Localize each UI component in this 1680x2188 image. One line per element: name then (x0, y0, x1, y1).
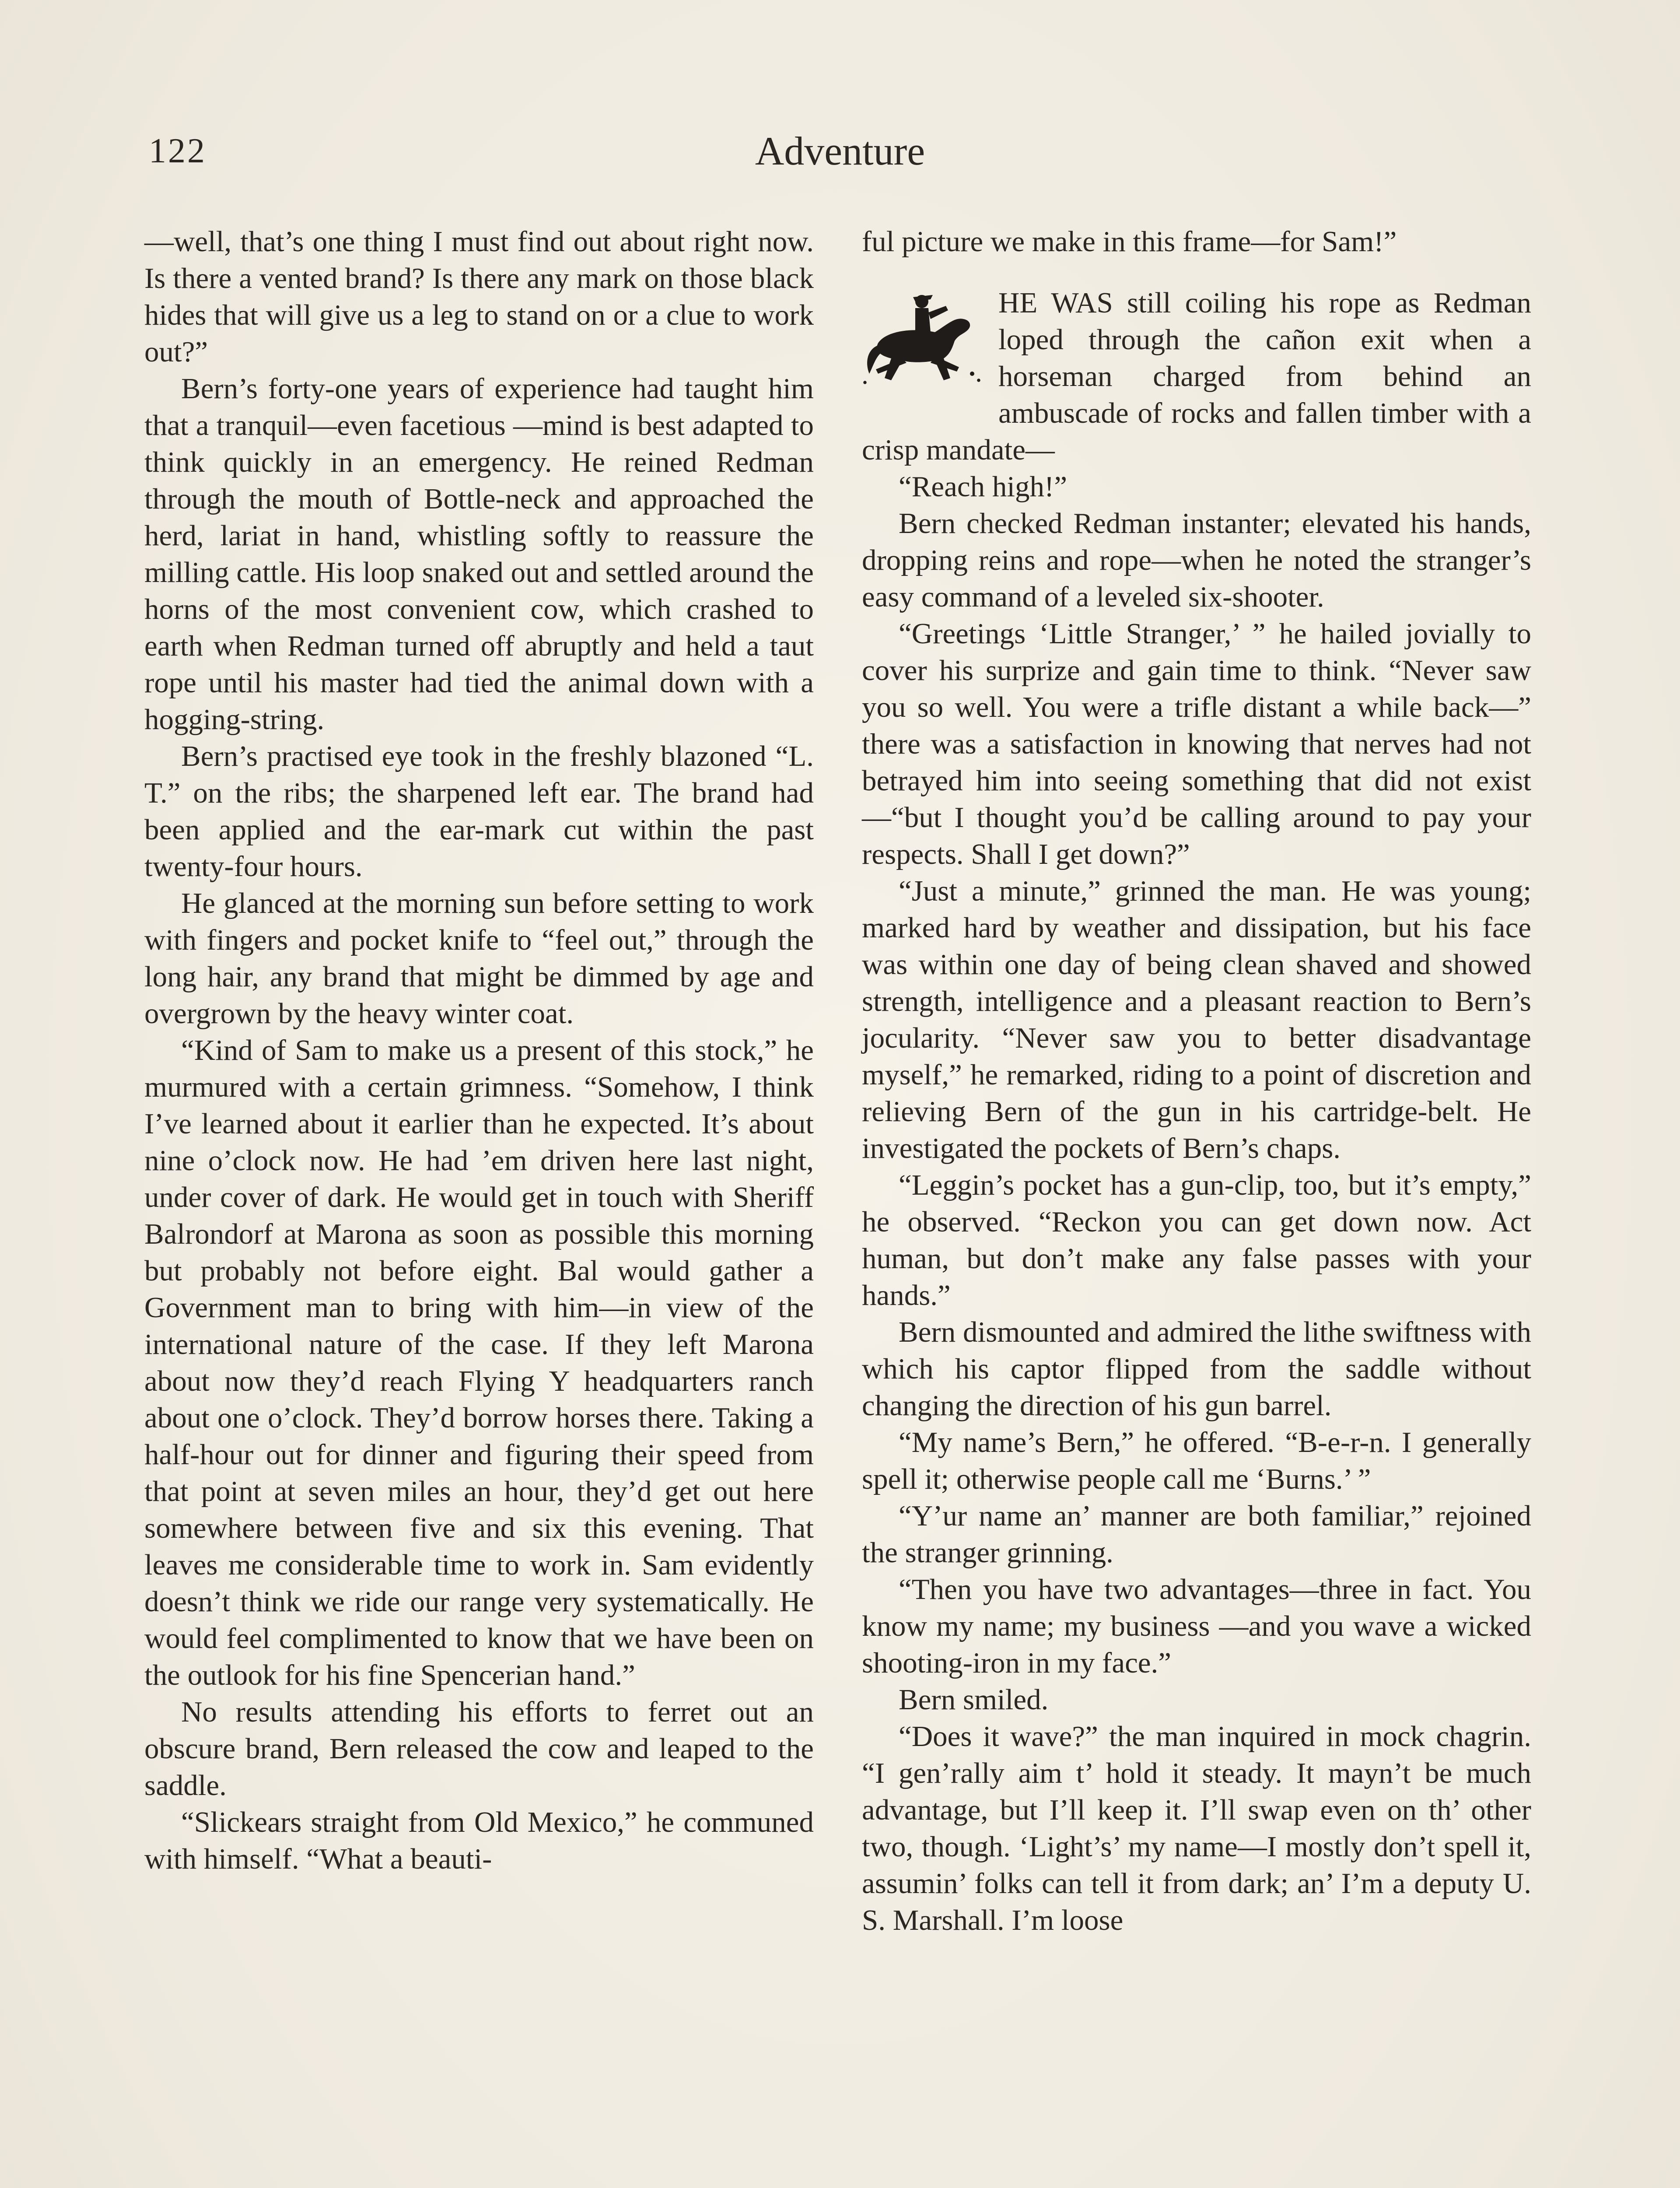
paragraph: “Y’ur name an’ manner are both familiar,” rejoined the stranger grinning. (862, 1500, 1531, 1569)
running-title: Adventure (755, 129, 925, 173)
paragraph: —well, that’s one thing I must find out about right now. Is there a vented brand? Is there any mark on those black hides that will give us a leg to stand on or a clue to work out?” (144, 225, 814, 368)
paragraph: “Reach high!” (899, 470, 1068, 503)
page-number: 122 (149, 132, 206, 170)
paragraph: “Greetings ‘Little Stranger,’ ” he hailed jovially to cover his surprize and gain time to think. “Never saw you so well. You were a trifle distant a while back—” there was a satisfaction in knowing that nerves had not betrayed him into seeing something that did not exist—“but I thought you’d be calling around to pay your respects. Shall I get down?” (862, 617, 1531, 870)
page-header (149, 131, 1531, 179)
paragraph: Bern checked Redman instanter; elevated his hands, dropping reins and rope—when he noted the stranger’s easy command of a leveled six-shooter. (862, 507, 1531, 613)
paragraph: Bern’s forty-one years of experience had taught him that a tranquil—even facetious —mind is best adapted to think quickly in an emergency. He reined Redman through the mouth of Bottle-neck and approached the herd, lariat in hand, whistling softly to reassure the milling cattle. His loop snaked out and settled around the horns of the most convenient cow, which crashed to earth when Redman turned off abruptly and held a taut rope until his master had tied the animal down with a hogging-string. (144, 372, 814, 736)
paragraph: “Just a minute,” grinned the man. He was young; marked hard by weather and dissipation, but his face was within one day of being clean shaved and showed strength, intelligence and a pleasant reaction to Bern’s jocularity. “Never saw you to better disadvantage myself,” he remarked, riding to a point of discretion and relieving Bern of the gun in his cartridge-belt. He investigated the pockets of Bern’s chaps. (862, 875, 1531, 1164)
left-column (144, 223, 814, 1877)
section-opening-paragraph: HE WAS still coiling his rope as Redman loped through the cañon exit when a horseman charged from behind an ambuscade of rocks and fallen timber with a crisp mandate— (862, 287, 1531, 466)
paragraph: “Slickears straight from Old Mexico,” he communed with himself. “What a beauti- (144, 1806, 814, 1875)
paragraph: “Does it wave?” the man inquired in mock chagrin. “I gen’rally aim t’ hold it steady. It mayn’t be much advantage, but I’ll keep it. I’ll swap even on th’ other two, though. ‘Light’s’ my name—I mostly don’t spell it, assumin’ folks can tell it from dark; an’ I’m a deputy U. S. Marshall. I’m loose (862, 1720, 1531, 1936)
paragraph: Bern dismounted and admired the lithe swiftness with which his captor flipped from the saddle without changing the direction of his gun barrel. (862, 1316, 1531, 1422)
section-opening (862, 284, 1531, 468)
paragraph: “Then you have two advantages—three in fact. You know my name; my business —and you wave a wicked shooting-iron in my face.” (862, 1573, 1531, 1679)
paragraph: Bern smiled. (899, 1683, 1049, 1716)
paragraph: “Leggin’s pocket has a gun-clip, too, but it’s empty,” he observed. “Reckon you can get down now. Act human, but don’t make any false passes with your hands.” (862, 1169, 1531, 1311)
right-column (862, 223, 1531, 1939)
paragraph: Bern’s practised eye took in the freshly blazoned “L. T.” on the ribs; the sharpened left ear. The brand had been applied and the ear-mark cut within the past twenty-four hours. (144, 740, 814, 883)
paragraph: He glanced at the morning sun before setting to work with fingers and pocket knife to “feel out,” through the long hair, any brand that might be dimmed by age and overgrown by the heavy winter coat. (144, 887, 814, 1030)
paragraph: ful picture we make in this frame—for Sam!” (862, 225, 1397, 258)
paragraph: “My name’s Bern,” he offered. “B-e-r-n. I generally spell it; otherwise people call me ‘Burns.’ ” (862, 1426, 1531, 1495)
paragraph: “Kind of Sam to make us a present of this stock,” he murmured with a certain grimness. “Somehow, I think I’ve learned about it earlier than he expected. It’s about nine o’clock now. He had ’em driven here last night, under cover of dark. He would get in touch with Sheriff Balrondorf at Marona as soon as possible this morning but probably not before eight. Bal would gather a Government man to bring with him—in view of the international nature of the case. If they left Marona about now they’d reach Flying Y headquarters ranch about one o’clock. They’d borrow horses there. Taking a half-hour out for dinner and figuring their speed from that point at seven miles an hour, they’d get out here somewhere between five and six this evening. That leaves me considerable time to work in. Sam evidently doesn’t think we ride our range very systematically. He would feel complimented to know that we have been on the outlook for his fine Spencerian hand.” (144, 1034, 814, 1691)
paragraph: No results attending his efforts to ferret out an obscure brand, Bern released the cow and leaped to the saddle. (144, 1696, 814, 1802)
horse-and-rider-icon (858, 286, 990, 396)
